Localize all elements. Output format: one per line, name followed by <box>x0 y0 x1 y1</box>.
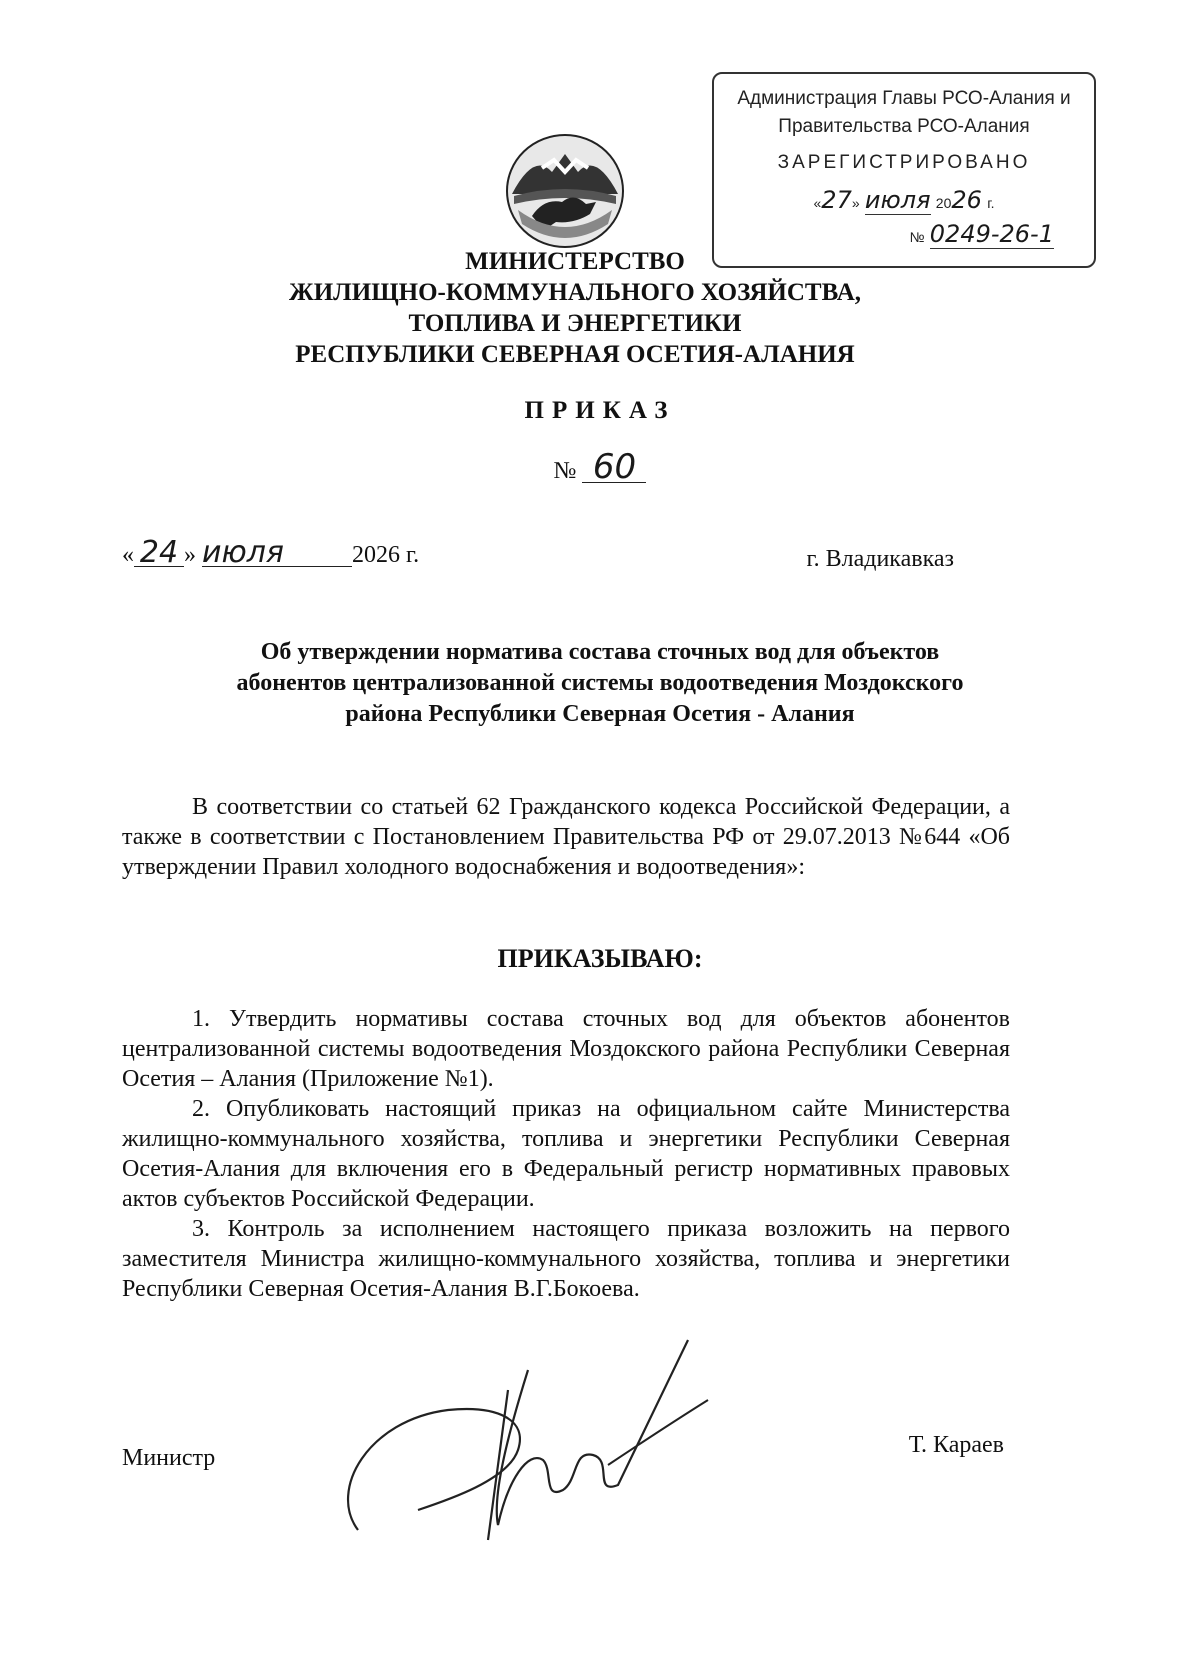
handwritten-signature-icon <box>328 1330 718 1560</box>
document-type: ПРИКАЗ <box>524 397 676 424</box>
preamble: В соответствии со статьей 62 Гражданского кодекса Российской Федерации, а также в соответствии с Постановлением Правительства РФ от 29.07.2013 №644 «Об утверждении Правил холодного водоснабжения и водоотведения»: <box>122 794 1010 880</box>
signatory-title: Министр <box>122 1445 216 1471</box>
orders-heading: ПРИКАЗЫВАЮ: <box>497 944 703 973</box>
city: г. Владикавказ <box>806 546 954 572</box>
subject-line: Об утверждении норматива состава сточных вод для объектов <box>260 639 940 665</box>
subject-line: абонентов централизованной системы водоотведения Моздокского <box>236 670 964 696</box>
date-month: июля <box>202 540 352 567</box>
stamp-number-line <box>714 220 1094 248</box>
date-year: 2026 г. <box>352 542 420 568</box>
stamp-year-suffix: 26 <box>951 186 982 214</box>
subject-line: района Республики Северная Осетия - Алания <box>345 701 855 727</box>
order-item-2: 2. Опубликовать настоящий приказ на официальном сайте Министерства жилищно-коммунального хозяйства, топлива и энергетики Республики Северная Осетия-Алания для включения его в Федеральный регистр нормативных правовых актов субъектов Российской Федерации. <box>122 1096 1010 1212</box>
order-number-label: № <box>553 458 577 484</box>
order-date <box>122 535 420 570</box>
ministry-line: ЖИЛИЩНО-КОММУНАЛЬНОГО ХОЗЯЙСТВА, <box>288 279 862 306</box>
ministry-line: ТОПЛИВА И ЭНЕРГЕТИКИ <box>408 310 742 337</box>
ministry-line: МИНИСТЕРСТВО <box>465 248 685 275</box>
stamp-number-label: № <box>909 229 925 245</box>
date-day: 24 <box>134 540 184 567</box>
date-quote-close: » <box>184 542 196 568</box>
stamp-status: ЗАРЕГИСТРИРОВАНО <box>777 152 1031 173</box>
stamp-line-1: Администрация Главы РСО-Алания и <box>737 88 1071 109</box>
stamp-month: июля <box>864 186 931 214</box>
order-item-3: 3. Контроль за исполнением настоящего приказа возложить на первого заместителя Министра жилищно-коммунального хозяйства, топлива и энергетики Республики Северная Осетия-Алания В.Г.Бокоева. <box>122 1216 1010 1302</box>
registration-stamp <box>712 72 1096 268</box>
coat-of-arms-icon <box>504 132 626 250</box>
order-item-1: 1. Утвердить нормативы состава сточных вод для объектов абонентов централизованной системы водоотведения Моздокского района Республики Северная Осетия – Алания (Приложение №1). <box>122 1006 1010 1092</box>
order-subject <box>130 637 1070 730</box>
ministry-header <box>200 246 950 370</box>
order-number <box>0 447 1200 487</box>
signatory-name: Т. Караев <box>908 1432 1004 1458</box>
stamp-day: 27 <box>821 186 852 214</box>
stamp-year-g: г. <box>987 195 995 211</box>
ministry-line: РЕСПУБЛИКИ СЕВЕРНАЯ ОСЕТИЯ-АЛАНИЯ <box>295 341 855 368</box>
stamp-line-2: Правительства РСО-Алания <box>778 116 1030 137</box>
order-number-value: 60 <box>582 452 646 483</box>
date-quote-open: « <box>122 542 134 568</box>
stamp-date: «27» июля 2026 г. <box>813 186 995 214</box>
stamp-year-prefix: 20 <box>935 195 952 211</box>
stamp-number: 0249-26-1 <box>929 220 1054 248</box>
